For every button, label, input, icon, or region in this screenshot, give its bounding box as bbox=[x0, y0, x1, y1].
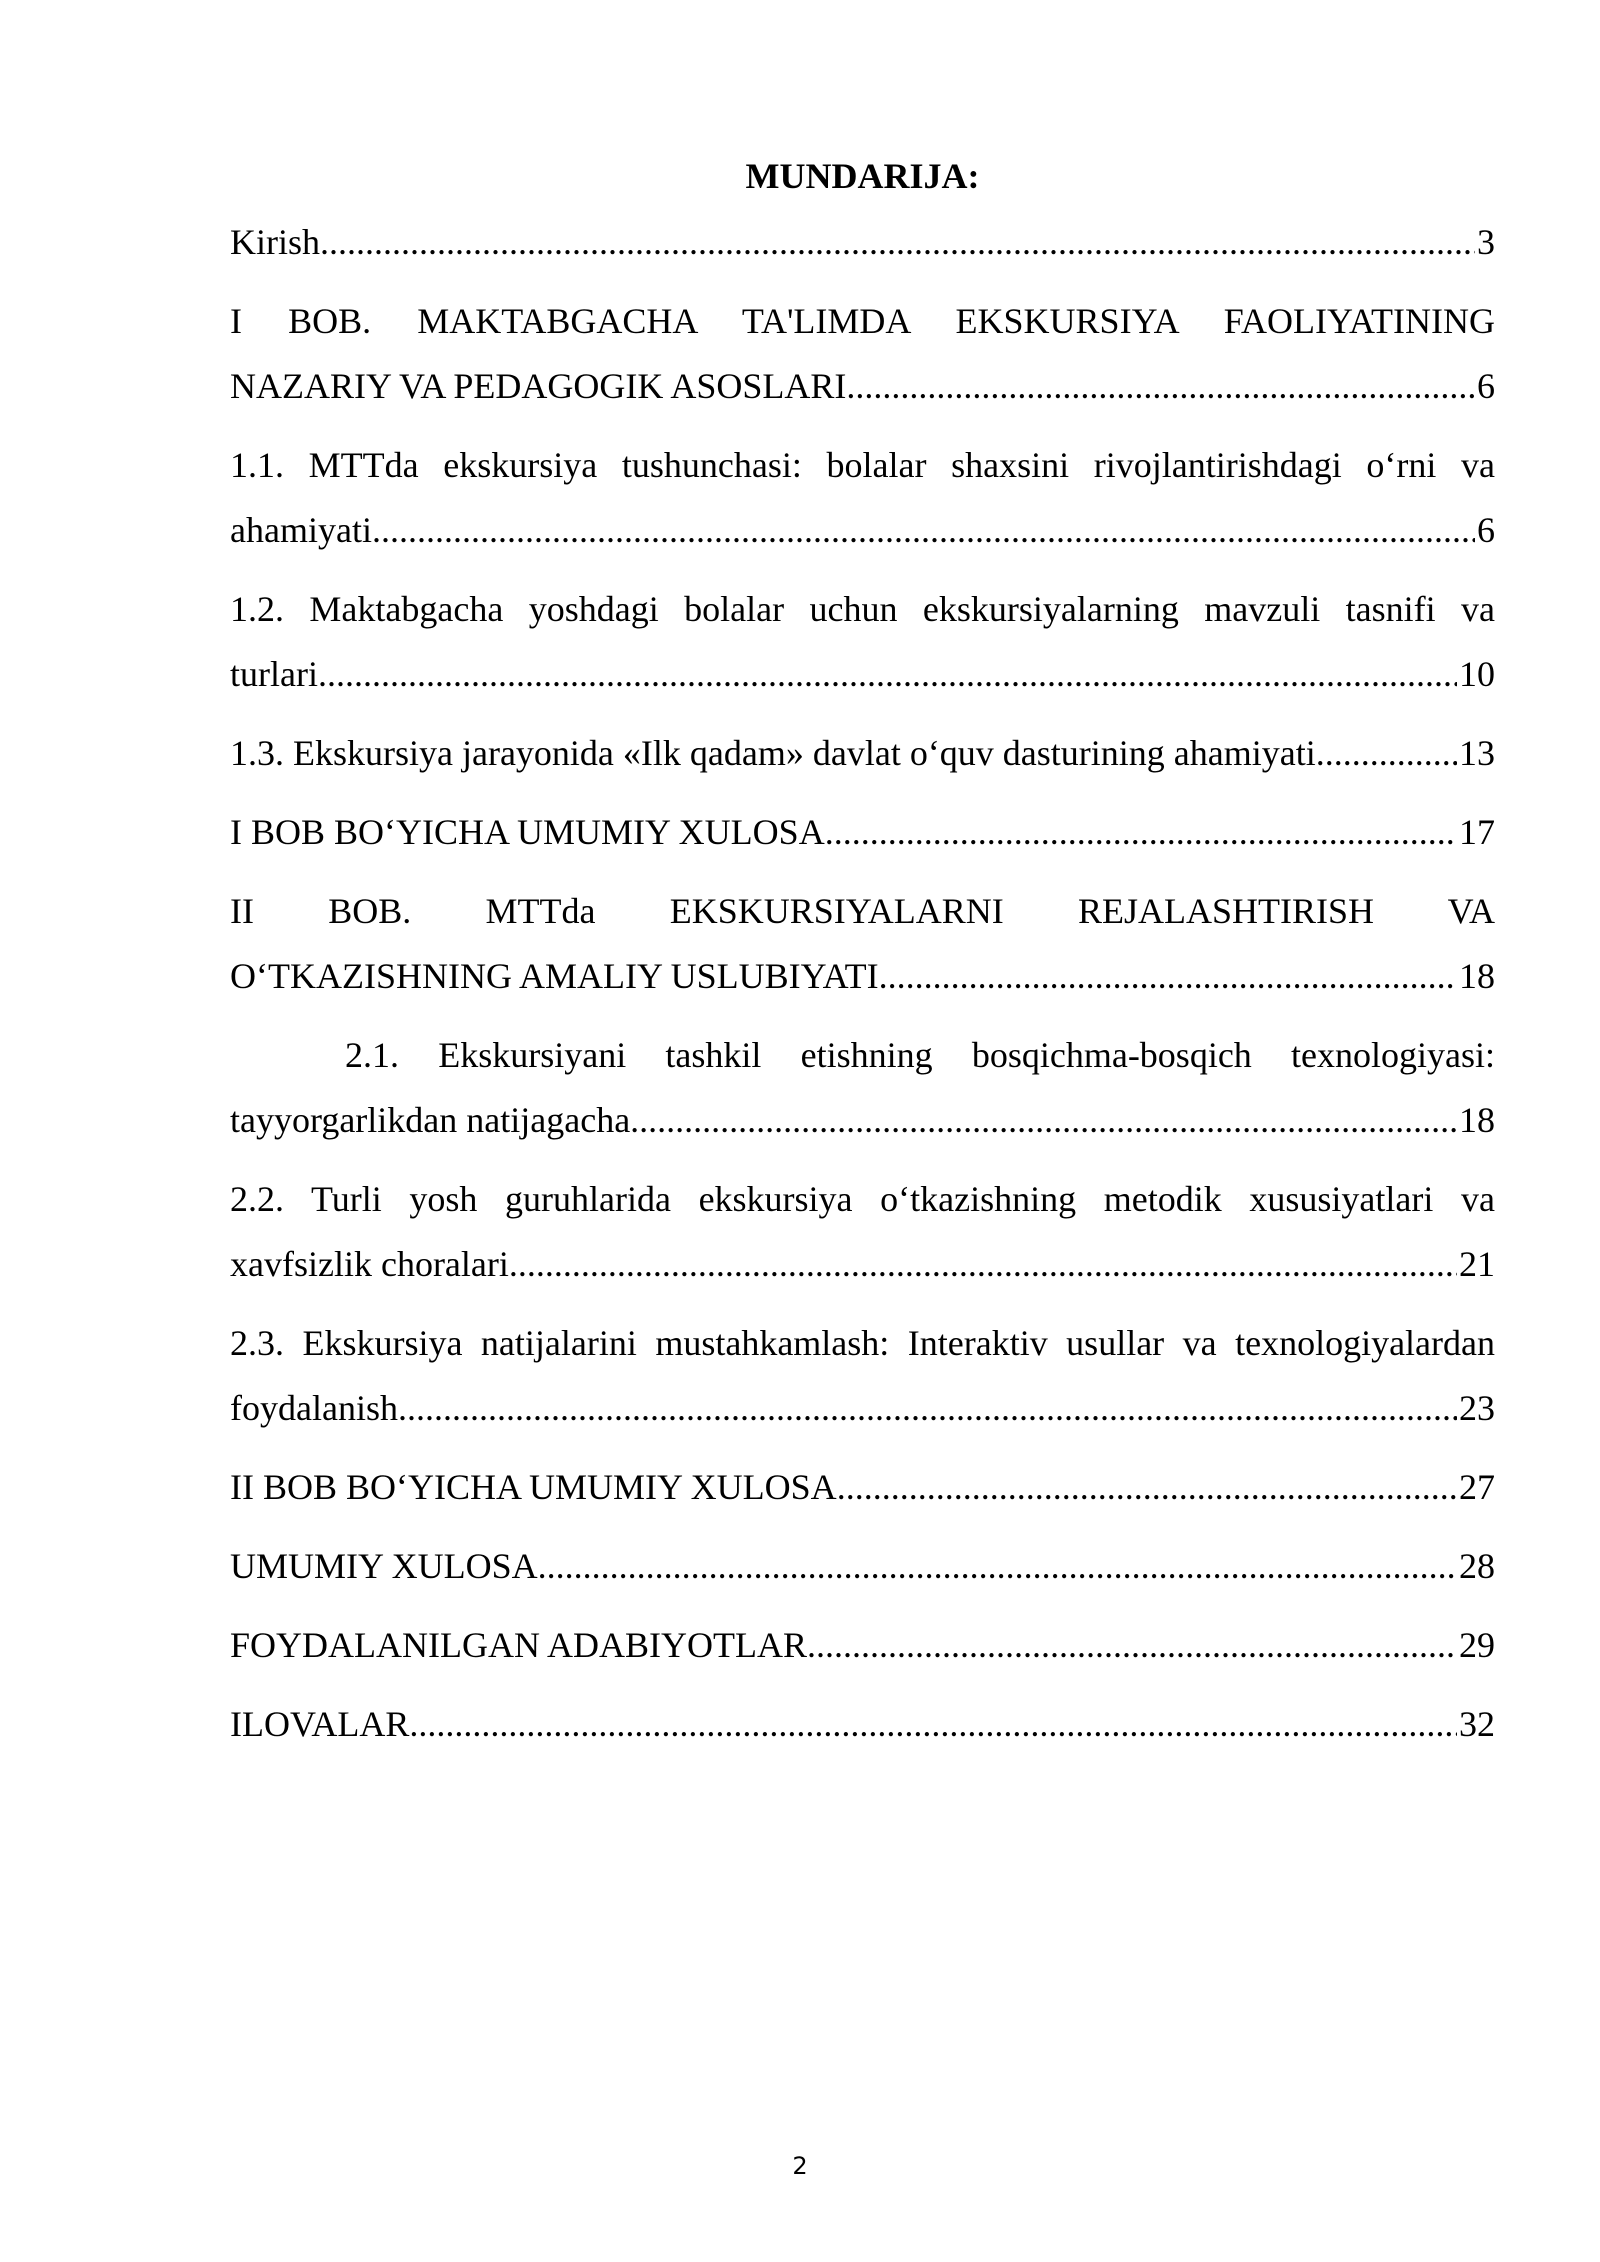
toc-entry-title-line1: I BOB. MAKTABGACHA TA'LIMDA EKSKURSIYA FAOLIYATINING bbox=[230, 301, 1495, 341]
toc-entry-title: UMUMIY XULOSA bbox=[230, 1546, 538, 1586]
toc-page-number: 3 bbox=[1477, 222, 1495, 262]
toc-page-number: 17 bbox=[1459, 812, 1495, 852]
toc-dot-leader bbox=[509, 1232, 1457, 1297]
toc-entry-title-line1: 2.1. Ekskursiyani tashkil etishning bosqichma-bosqich texnologiyasi: bbox=[345, 1035, 1495, 1075]
toc-dot-leader bbox=[538, 1534, 1457, 1599]
toc-dot-leader bbox=[879, 944, 1457, 1009]
page-number-footer: 2 bbox=[792, 2152, 808, 2180]
toc-entry-1-1 bbox=[230, 433, 1495, 563]
toc-page-number: 27 bbox=[1459, 1467, 1495, 1507]
table-of-contents bbox=[230, 210, 1495, 1771]
toc-entry-title: NAZARIY VA PEDAGOGIK ASOSLARI bbox=[230, 366, 847, 406]
toc-entry-2-1 bbox=[230, 1023, 1495, 1153]
toc-entry-kirish bbox=[230, 210, 1495, 275]
toc-page-number: 32 bbox=[1459, 1704, 1495, 1744]
toc-entry-title: O‘TKAZISHNING AMALIY USLUBIYATI bbox=[230, 956, 879, 996]
toc-dot-leader bbox=[1316, 721, 1457, 786]
toc-dot-leader bbox=[409, 1692, 1457, 1757]
toc-entry-chapter-1 bbox=[230, 289, 1495, 419]
toc-entry-title: foydalanish bbox=[230, 1388, 398, 1428]
toc-entry-appendices bbox=[230, 1692, 1495, 1757]
toc-page-number: 21 bbox=[1459, 1244, 1495, 1284]
toc-page-number: 29 bbox=[1459, 1625, 1495, 1665]
page-title: MUNDARIJA: bbox=[745, 156, 980, 196]
toc-entry-title-line1: 1.2. Maktabgacha yoshdagi bolalar uchun ekskursiyalarning mavzuli tasnifi va bbox=[230, 589, 1495, 629]
toc-entry-title: II BOB BO‘YICHA UMUMIY XULOSA bbox=[230, 1467, 837, 1507]
toc-page-number: 18 bbox=[1459, 1100, 1495, 1140]
toc-entry-title: ahamiyati bbox=[230, 510, 372, 550]
toc-dot-leader bbox=[825, 800, 1457, 865]
toc-entry-2-2 bbox=[230, 1167, 1495, 1297]
toc-page-number: 18 bbox=[1459, 956, 1495, 996]
toc-entry-title: xavfsizlik choralari bbox=[230, 1244, 509, 1284]
toc-entry-title: FOYDALANILGAN ADABIYOTLAR bbox=[230, 1625, 807, 1665]
toc-dot-leader bbox=[807, 1613, 1457, 1678]
toc-dot-leader bbox=[320, 210, 1475, 275]
toc-entry-title-line1: 1.1. MTTda ekskursiya tushunchasi: bolalar shaxsini rivojlantirishdagi o‘rni va bbox=[230, 445, 1495, 485]
toc-dot-leader bbox=[398, 1376, 1457, 1441]
toc-entry-1-3 bbox=[230, 721, 1495, 786]
toc-page-number: 6 bbox=[1477, 510, 1495, 550]
toc-entry-title-line1: II BOB. MTTda EKSKURSIYALARNI REJALASHTIRISH VA bbox=[230, 891, 1495, 931]
toc-entry-title: Kirish bbox=[230, 222, 320, 262]
toc-entry-1-2 bbox=[230, 577, 1495, 707]
toc-entry-references bbox=[230, 1613, 1495, 1678]
toc-entry-2-3 bbox=[230, 1311, 1495, 1441]
toc-entry-chapter-1-conclusion bbox=[230, 800, 1495, 865]
toc-entry-title: 1.3. Ekskursiya jarayonida «Ilk qadam» davlat o‘quv dasturining ahamiyati bbox=[230, 733, 1316, 773]
toc-page-number: 10 bbox=[1459, 654, 1495, 694]
toc-page-number: 13 bbox=[1459, 733, 1495, 773]
toc-dot-leader bbox=[372, 498, 1475, 563]
toc-page-number: 28 bbox=[1459, 1546, 1495, 1586]
toc-entry-chapter-2-conclusion bbox=[230, 1455, 1495, 1520]
toc-entry-title: ILOVALAR bbox=[230, 1704, 410, 1744]
toc-entry-title-line1: 2.2. Turli yosh guruhlarida ekskursiya o‘tkazishning metodik xususiyatlari va bbox=[230, 1179, 1495, 1219]
toc-page-number: 23 bbox=[1459, 1388, 1495, 1428]
toc-dot-leader bbox=[318, 642, 1457, 707]
toc-dot-leader bbox=[630, 1088, 1457, 1153]
toc-dot-leader bbox=[837, 1455, 1457, 1520]
toc-entry-general-conclusion bbox=[230, 1534, 1495, 1599]
toc-entry-title: I BOB BO‘YICHA UMUMIY XULOSA bbox=[230, 812, 825, 852]
toc-page-number: 6 bbox=[1477, 366, 1495, 406]
toc-entry-title: turlari bbox=[230, 654, 318, 694]
toc-dot-leader bbox=[846, 354, 1475, 419]
toc-entry-chapter-2 bbox=[230, 879, 1495, 1009]
toc-entry-title-line1: 2.3. Ekskursiya natijalarini mustahkamlash: Interaktiv usullar va texnologiyalardan bbox=[230, 1323, 1495, 1363]
toc-entry-title: tayyorgarlikdan natijagacha bbox=[230, 1100, 631, 1140]
